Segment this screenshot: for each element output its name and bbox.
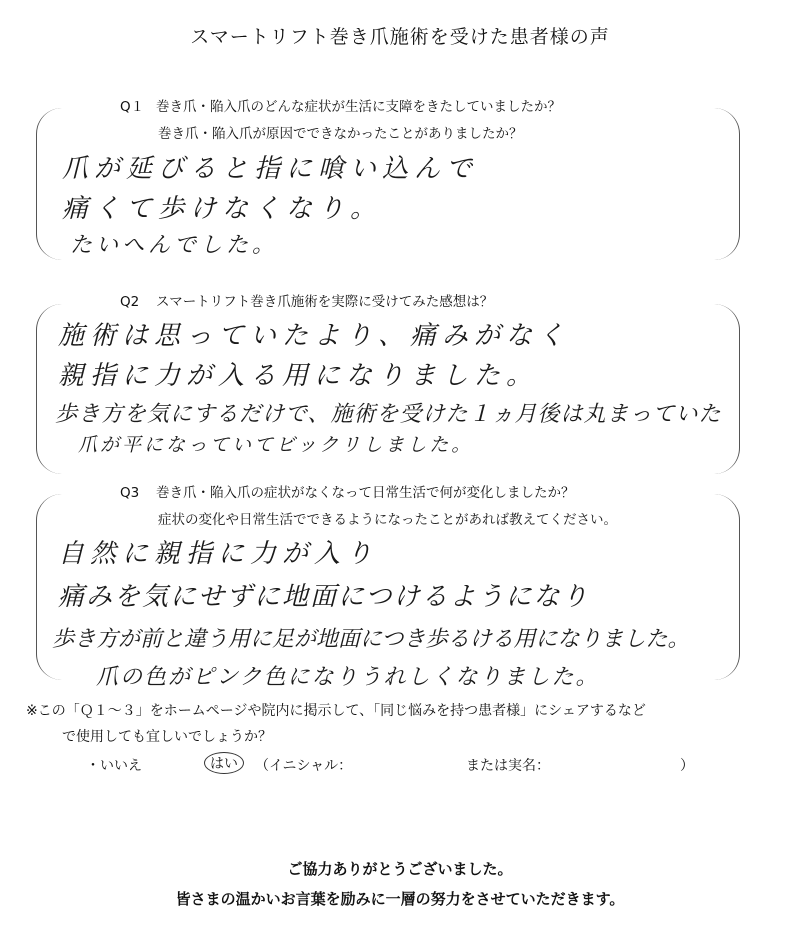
- q2-question-line1: Q2 スマートリフト巻き爪施術を実際に受けてみた感想は？: [120, 294, 494, 310]
- q2-answer-line: 施術は思っていたより、痛みがなく: [58, 321, 571, 351]
- q3-label: Q3: [120, 485, 140, 501]
- option-yes[interactable]: [204, 752, 244, 774]
- option-no[interactable]: ・いいえ: [86, 758, 142, 774]
- q2-label: Q2: [120, 294, 140, 310]
- q3-question-line2: 症状の変化や日常生活でできるようになったことがあれば教えてください。: [158, 512, 617, 528]
- q1-question-line1: Q１ 巻き爪・陥入爪のどんな症状が生活に支障をきたしていましたか？: [120, 95, 561, 115]
- q1-answer-line: 爪が延びると指に喰い込んで: [62, 154, 479, 184]
- page-title: スマートリフト巻き爪施術を受けた患者様の声: [190, 26, 610, 48]
- q3-answer-line: 自然に親指に力が入り: [58, 539, 379, 569]
- consent-line1: ※この「Ｑ１～３」をホームページや院内に掲示して、「同じ悩みを持つ患者様」にシェアするなど: [26, 703, 646, 719]
- q1-answer-line: たいへんでした。: [70, 233, 279, 258]
- q1-question-line2: 巻き爪・陥入爪が原因でできなかったことがありましたか？: [158, 126, 523, 142]
- footer-thanks: ご協力ありがとうございました。: [287, 860, 513, 878]
- footer-message: 皆さまの温かいお言葉を励みに一層の努力をさせていただきます。: [175, 890, 625, 908]
- q3-answer-line: 痛みを気にせずに地面につけるようになり: [58, 582, 590, 612]
- q1-label: Q１: [120, 99, 145, 115]
- consent-line2: で使用しても宜しいでしょうか？: [62, 729, 272, 745]
- initial-field-label: （イニシャル：: [255, 758, 353, 774]
- q3-answer-line: 爪の色がピンク色になりうれしくなりました。: [96, 665, 600, 690]
- option-yes-circled: はい: [204, 752, 244, 774]
- q3-question-line1: Q3 巻き爪・陥入爪の症状がなくなって日常生活で何が変化しましたか？: [120, 485, 575, 501]
- q2-answer-line: 歩き方を気にするだけで、施術を受けた１ヵ月後は丸まっていた: [55, 402, 722, 427]
- q3-answer-line: 歩き方が前と違う用に足が地面につき歩るける用になりました。: [52, 627, 690, 652]
- q2-answer-line: 親指に力が入る用になりました。: [58, 361, 539, 391]
- q2-answer-line: 爪が平になっていてビックリしました。: [78, 434, 474, 456]
- q1-answer-line: 痛くて歩けなくなり。: [62, 194, 383, 224]
- consent-close-paren: ）: [680, 758, 694, 774]
- realname-field-label: または実名：: [466, 758, 550, 774]
